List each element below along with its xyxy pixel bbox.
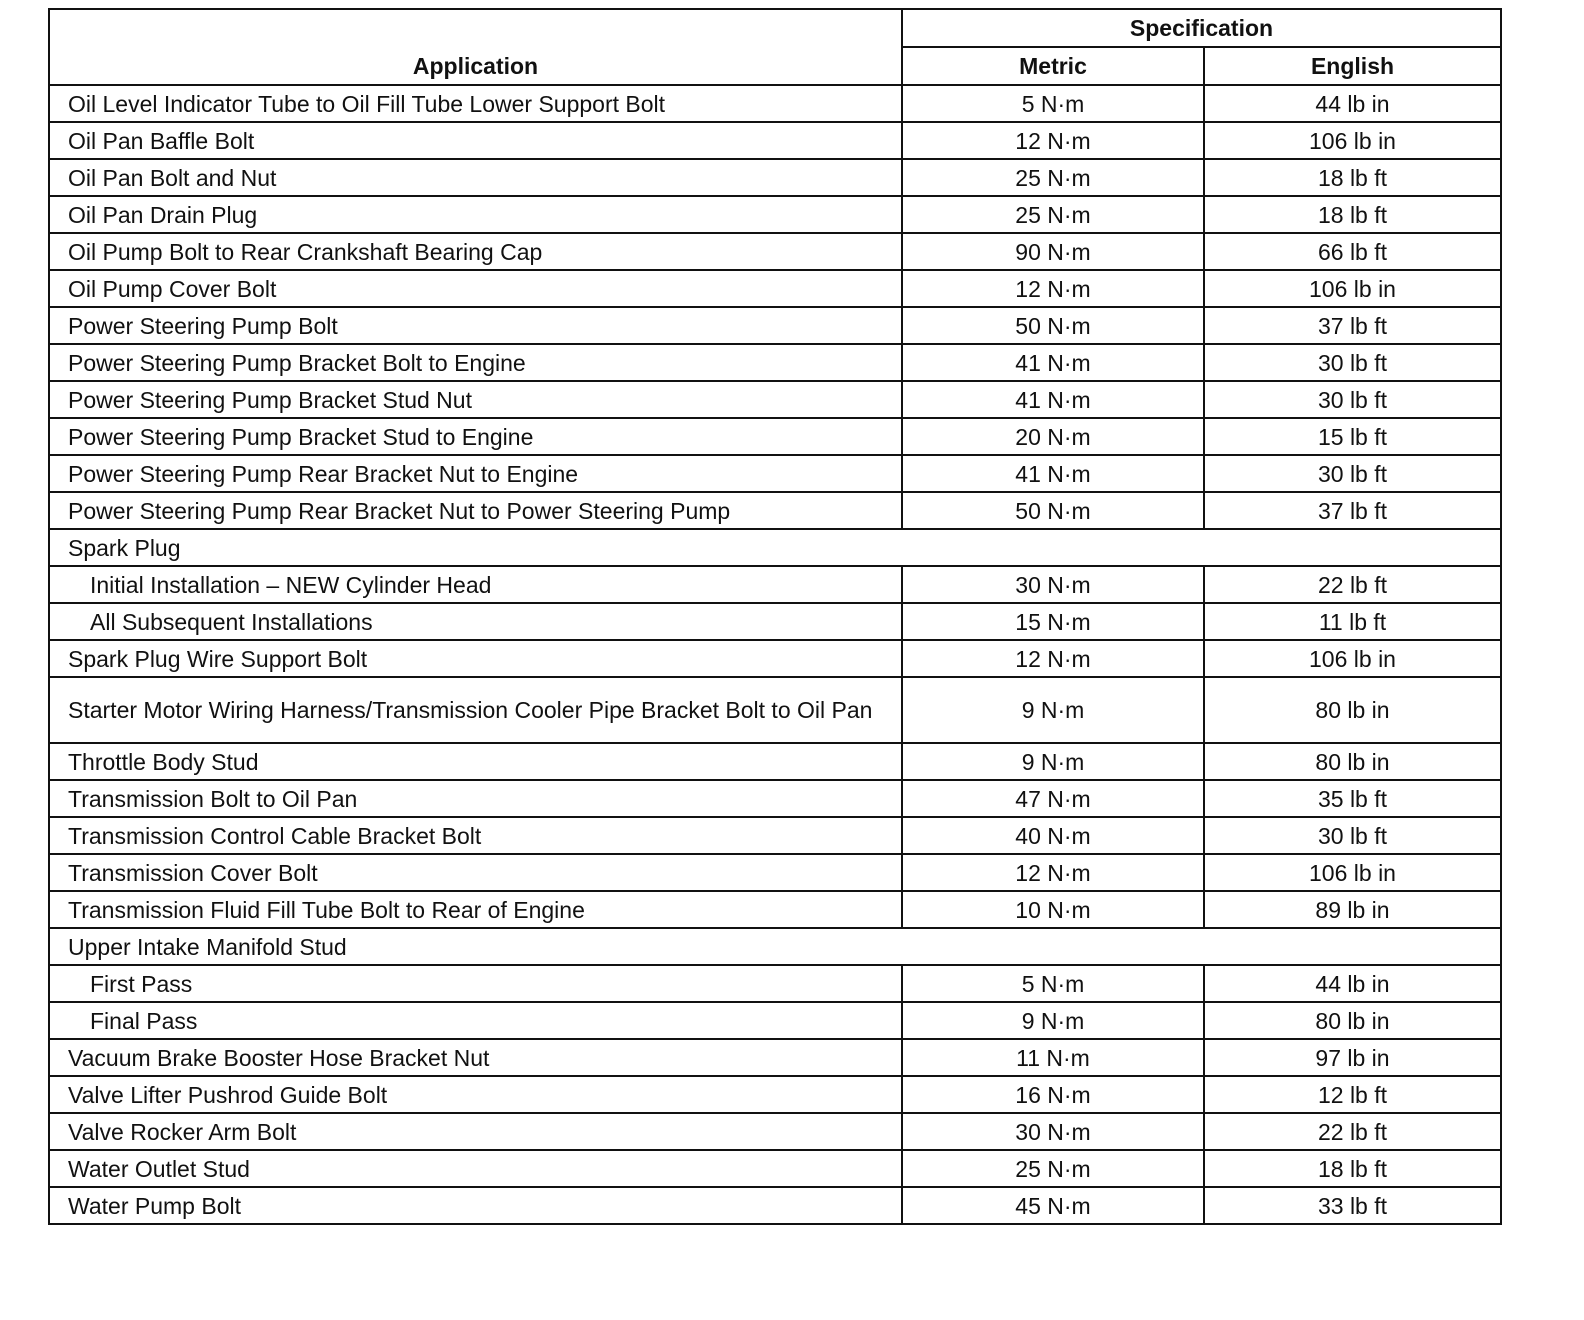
english-cell: 22 lb ft [1204, 1113, 1501, 1150]
table-group-row [49, 928, 1501, 965]
english-cell: 18 lb ft [1204, 159, 1501, 196]
metric-cell: 9 N·m [902, 677, 1204, 743]
group-label: Spark Plug [49, 529, 1501, 566]
application-cell: Spark Plug Wire Support Bolt [49, 640, 902, 677]
english-cell: 80 lb in [1204, 677, 1501, 743]
english-column-header: English [1204, 47, 1501, 85]
metric-cell: 47 N·m [902, 780, 1204, 817]
metric-cell: 15 N·m [902, 603, 1204, 640]
application-cell: Transmission Fluid Fill Tube Bolt to Rear of Engine [49, 891, 902, 928]
sub-application-cell: All Subsequent Installations [49, 603, 902, 640]
application-cell: Transmission Cover Bolt [49, 854, 902, 891]
english-cell: 33 lb ft [1204, 1187, 1501, 1224]
header-row-top [49, 9, 1501, 47]
metric-cell: 9 N·m [902, 1002, 1204, 1039]
table-row [49, 640, 1501, 677]
application-cell: Power Steering Pump Bracket Stud to Engine [49, 418, 902, 455]
table-row [49, 780, 1501, 817]
sub-application-cell: Final Pass [49, 1002, 902, 1039]
application-cell: Oil Pump Bolt to Rear Crankshaft Bearing Cap [49, 233, 902, 270]
metric-cell: 30 N·m [902, 566, 1204, 603]
application-cell: Power Steering Pump Rear Bracket Nut to Engine [49, 455, 902, 492]
application-cell: Water Outlet Stud [49, 1150, 902, 1187]
english-cell: 18 lb ft [1204, 1150, 1501, 1187]
english-cell: 35 lb ft [1204, 780, 1501, 817]
application-cell: Power Steering Pump Bracket Bolt to Engine [49, 344, 902, 381]
metric-cell: 41 N·m [902, 455, 1204, 492]
application-column-header: Application [49, 9, 902, 85]
metric-cell: 20 N·m [902, 418, 1204, 455]
english-cell: 106 lb in [1204, 270, 1501, 307]
metric-cell: 30 N·m [902, 1113, 1204, 1150]
metric-cell: 10 N·m [902, 891, 1204, 928]
table-row [49, 1076, 1501, 1113]
group-label: Upper Intake Manifold Stud [49, 928, 1501, 965]
metric-cell: 12 N·m [902, 122, 1204, 159]
table-row [49, 270, 1501, 307]
metric-cell: 90 N·m [902, 233, 1204, 270]
english-cell: 80 lb in [1204, 743, 1501, 780]
table-row [49, 965, 1501, 1002]
sub-application-cell: Initial Installation – NEW Cylinder Head [49, 566, 902, 603]
table-row [49, 233, 1501, 270]
sub-application-cell: First Pass [49, 965, 902, 1002]
metric-cell: 25 N·m [902, 159, 1204, 196]
specification-group-header: Specification [902, 9, 1501, 47]
metric-cell: 40 N·m [902, 817, 1204, 854]
english-cell: 12 lb ft [1204, 1076, 1501, 1113]
metric-cell: 5 N·m [902, 965, 1204, 1002]
table-row [49, 1002, 1501, 1039]
table-row [49, 677, 1501, 743]
table-row [49, 1150, 1501, 1187]
table-row [49, 566, 1501, 603]
english-cell: 97 lb in [1204, 1039, 1501, 1076]
table-row [49, 307, 1501, 344]
metric-cell: 25 N·m [902, 1150, 1204, 1187]
table-row [49, 196, 1501, 233]
table-header [49, 9, 1501, 85]
metric-cell: 12 N·m [902, 640, 1204, 677]
english-cell: 106 lb in [1204, 640, 1501, 677]
metric-cell: 25 N·m [902, 196, 1204, 233]
application-cell: Valve Lifter Pushrod Guide Bolt [49, 1076, 902, 1113]
english-cell: 44 lb in [1204, 85, 1501, 122]
table-row [49, 1187, 1501, 1224]
application-cell: Water Pump Bolt [49, 1187, 902, 1224]
metric-cell: 11 N·m [902, 1039, 1204, 1076]
table-row [49, 492, 1501, 529]
english-cell: 89 lb in [1204, 891, 1501, 928]
english-cell: 30 lb ft [1204, 455, 1501, 492]
metric-cell: 9 N·m [902, 743, 1204, 780]
application-cell: Oil Pan Bolt and Nut [49, 159, 902, 196]
application-cell: Oil Pump Cover Bolt [49, 270, 902, 307]
application-cell: Power Steering Pump Bolt [49, 307, 902, 344]
english-cell: 66 lb ft [1204, 233, 1501, 270]
metric-cell: 12 N·m [902, 270, 1204, 307]
metric-cell: 12 N·m [902, 854, 1204, 891]
english-cell: 22 lb ft [1204, 566, 1501, 603]
english-cell: 37 lb ft [1204, 492, 1501, 529]
application-cell: Oil Pan Baffle Bolt [49, 122, 902, 159]
application-cell: Starter Motor Wiring Harness/Transmission Cooler Pipe Bracket Bolt to Oil Pan [49, 677, 902, 743]
table-row [49, 603, 1501, 640]
application-cell: Oil Level Indicator Tube to Oil Fill Tube Lower Support Bolt [49, 85, 902, 122]
english-cell: 37 lb ft [1204, 307, 1501, 344]
english-cell: 18 lb ft [1204, 196, 1501, 233]
english-cell: 80 lb in [1204, 1002, 1501, 1039]
application-cell: Transmission Control Cable Bracket Bolt [49, 817, 902, 854]
table-row [49, 159, 1501, 196]
table-row [49, 381, 1501, 418]
metric-cell: 5 N·m [902, 85, 1204, 122]
table-row [49, 418, 1501, 455]
table-row [49, 817, 1501, 854]
metric-cell: 41 N·m [902, 344, 1204, 381]
table-row [49, 854, 1501, 891]
table-row [49, 1039, 1501, 1076]
application-cell: Power Steering Pump Bracket Stud Nut [49, 381, 902, 418]
table-row [49, 455, 1501, 492]
english-cell: 30 lb ft [1204, 381, 1501, 418]
table-group-row [49, 529, 1501, 566]
application-cell: Transmission Bolt to Oil Pan [49, 780, 902, 817]
table-row [49, 85, 1501, 122]
english-cell: 106 lb in [1204, 854, 1501, 891]
application-cell: Valve Rocker Arm Bolt [49, 1113, 902, 1150]
table-row [49, 1113, 1501, 1150]
metric-cell: 45 N·m [902, 1187, 1204, 1224]
table-row [49, 743, 1501, 780]
table-body [49, 85, 1501, 1224]
english-cell: 30 lb ft [1204, 817, 1501, 854]
english-cell: 11 lb ft [1204, 603, 1501, 640]
application-cell: Vacuum Brake Booster Hose Bracket Nut [49, 1039, 902, 1076]
table-row [49, 122, 1501, 159]
fastener-torque-table [48, 8, 1502, 1225]
metric-cell: 50 N·m [902, 307, 1204, 344]
metric-cell: 41 N·m [902, 381, 1204, 418]
application-cell: Throttle Body Stud [49, 743, 902, 780]
metric-cell: 16 N·m [902, 1076, 1204, 1113]
english-cell: 30 lb ft [1204, 344, 1501, 381]
metric-cell: 50 N·m [902, 492, 1204, 529]
english-cell: 44 lb in [1204, 965, 1501, 1002]
torque-spec-document [48, 8, 1500, 1225]
table-row [49, 344, 1501, 381]
metric-column-header: Metric [902, 47, 1204, 85]
application-cell: Oil Pan Drain Plug [49, 196, 902, 233]
table-row [49, 891, 1501, 928]
english-cell: 15 lb ft [1204, 418, 1501, 455]
application-cell: Power Steering Pump Rear Bracket Nut to Power Steering Pump [49, 492, 902, 529]
english-cell: 106 lb in [1204, 122, 1501, 159]
